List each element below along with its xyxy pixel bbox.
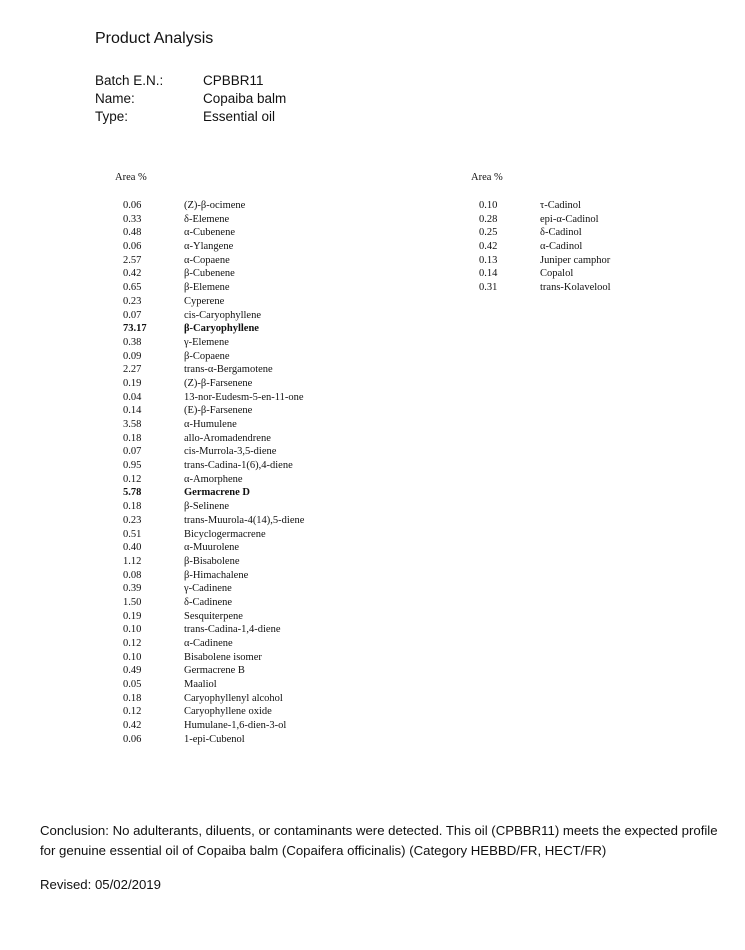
compound-name: α-Amorphene bbox=[184, 473, 243, 485]
area-value: 0.10 bbox=[123, 624, 142, 636]
compound-name: τ-Cadinol bbox=[540, 200, 581, 211]
area-value: 0.19 bbox=[123, 377, 142, 389]
compound-row bbox=[123, 377, 304, 391]
area-value: 0.04 bbox=[123, 391, 142, 403]
area-value: 0.49 bbox=[123, 665, 142, 677]
compound-row bbox=[123, 610, 304, 624]
compound-name: Sesquiterpene bbox=[184, 610, 243, 622]
compound-name: α-Cadinol bbox=[540, 241, 583, 253]
area-value: 0.12 bbox=[123, 638, 142, 649]
compound-name: cis-Caryophyllene bbox=[184, 309, 261, 321]
area-value: 0.12 bbox=[123, 706, 142, 718]
compound-name: (Z)-β-ocimene bbox=[184, 200, 246, 211]
compound-name: β-Caryophyllene bbox=[184, 323, 259, 335]
area-value: 73.17 bbox=[123, 323, 147, 335]
area-value: 0.23 bbox=[123, 295, 142, 307]
compound-row bbox=[123, 500, 304, 514]
compound-row bbox=[123, 651, 304, 665]
meta-value: Essential oil bbox=[203, 109, 276, 124]
compound-row bbox=[123, 254, 304, 268]
compound-name: Caryophyllene oxide bbox=[184, 706, 272, 718]
compound-row bbox=[123, 733, 304, 747]
compound-name: Bisabolene isomer bbox=[184, 651, 262, 663]
compound-name: α-Humulene bbox=[184, 419, 237, 430]
area-value: 0.23 bbox=[123, 514, 142, 526]
area-value: 0.07 bbox=[123, 309, 142, 321]
area-value: 2.27 bbox=[123, 364, 142, 376]
compound-row bbox=[123, 445, 304, 459]
compound-row bbox=[123, 363, 304, 377]
compound-row bbox=[123, 199, 304, 213]
compound-name: Maaliol bbox=[184, 679, 217, 691]
compound-name: α-Cubenene bbox=[184, 227, 235, 239]
area-value: 0.12 bbox=[123, 473, 142, 485]
area-value: 0.18 bbox=[123, 692, 142, 704]
meta-label: Name: bbox=[95, 91, 135, 106]
area-value: 0.06 bbox=[123, 241, 142, 253]
area-value: 0.14 bbox=[123, 405, 142, 417]
compound-row bbox=[123, 432, 304, 446]
area-value: 0.95 bbox=[123, 460, 142, 472]
compound-row bbox=[123, 541, 304, 555]
area-value: 0.39 bbox=[123, 583, 142, 595]
compound-row bbox=[479, 254, 611, 268]
compound-name: δ-Cadinol bbox=[540, 227, 582, 239]
compound-name: trans-Kolavelool bbox=[540, 282, 611, 294]
area-header-right: Area % bbox=[471, 172, 503, 183]
compound-row bbox=[123, 295, 304, 309]
area-value: 1.50 bbox=[123, 596, 142, 608]
compound-name: Germacrene D bbox=[184, 487, 250, 499]
compound-name: trans-Cadina-1,4-diene bbox=[184, 624, 281, 636]
compound-row bbox=[123, 459, 304, 473]
area-value: 0.05 bbox=[123, 679, 142, 691]
meta-label: Batch E.N.: bbox=[95, 73, 164, 88]
compound-name: α-Muurolene bbox=[184, 542, 240, 554]
compound-row bbox=[123, 623, 304, 637]
compound-name: δ-Elemene bbox=[184, 213, 230, 225]
compound-row bbox=[123, 473, 304, 487]
area-value: 0.18 bbox=[123, 501, 142, 513]
compound-row bbox=[123, 664, 304, 678]
compound-row bbox=[123, 281, 304, 295]
area-value: 0.28 bbox=[479, 213, 498, 225]
compound-name: α-Copaene bbox=[184, 254, 230, 266]
area-value: 0.38 bbox=[123, 336, 142, 348]
area-value: 0.08 bbox=[123, 569, 142, 581]
compound-name: Bicyclogermacrene bbox=[184, 528, 266, 540]
compound-list-right bbox=[479, 199, 611, 295]
compound-name: trans-α-Bergamotene bbox=[184, 364, 273, 376]
compound-name: γ-Elemene bbox=[184, 336, 229, 348]
compound-name: trans-Muurola-4(14),5-diene bbox=[184, 514, 305, 526]
meta-row-name bbox=[95, 90, 286, 108]
compound-row bbox=[123, 528, 304, 542]
compound-row bbox=[123, 350, 304, 364]
compound-row bbox=[479, 226, 611, 240]
page-title: Product Analysis bbox=[95, 30, 214, 47]
compound-row bbox=[123, 692, 304, 706]
compound-name: β-Cubenene bbox=[184, 268, 235, 280]
compound-row bbox=[479, 213, 611, 227]
area-value: 0.65 bbox=[123, 282, 142, 294]
compound-row bbox=[123, 404, 304, 418]
area-value: 0.19 bbox=[123, 610, 142, 622]
compound-list-left bbox=[123, 199, 304, 747]
area-value: 2.57 bbox=[123, 254, 142, 266]
compound-name: 13-nor-Eudesm-5-en-11-one bbox=[184, 391, 304, 403]
compound-row bbox=[123, 582, 304, 596]
compound-row bbox=[123, 322, 304, 336]
area-value: 0.33 bbox=[123, 213, 142, 225]
compound-name: Humulane-1,6-dien-3-ol bbox=[184, 720, 287, 732]
meta-row-batch bbox=[95, 72, 286, 90]
area-value: 0.31 bbox=[479, 282, 498, 294]
compound-name: Cyperene bbox=[184, 295, 225, 307]
compound-row bbox=[123, 391, 304, 405]
area-value: 3.58 bbox=[123, 419, 142, 430]
area-value: 0.10 bbox=[123, 651, 142, 663]
compound-name: trans-Cadina-1(6),4-diene bbox=[184, 460, 293, 472]
area-value: 0.06 bbox=[123, 733, 142, 745]
area-value: 5.78 bbox=[123, 487, 142, 499]
compound-row bbox=[123, 719, 304, 733]
conclusion-text: Conclusion: No adulterants, diluents, or contaminants were detected. This oil (CPBBR11) meets the expected profile for genuine essential oil of Copaiba balm (Copaifera officinalis) (Category HEBBD/FR, HECT/FR) bbox=[40, 823, 718, 858]
area-value: 0.18 bbox=[123, 432, 142, 444]
compound-name: β-Selinene bbox=[184, 501, 229, 513]
compound-name: 1-epi-Cubenol bbox=[184, 733, 245, 745]
compound-row bbox=[123, 514, 304, 528]
area-value: 0.06 bbox=[123, 200, 142, 211]
compound-name: epi-α-Cadinol bbox=[540, 213, 599, 225]
compound-row bbox=[123, 678, 304, 692]
area-header-left: Area % bbox=[115, 172, 147, 183]
meta-label: Type: bbox=[95, 109, 129, 124]
compound-name: δ-Cadinene bbox=[184, 596, 233, 608]
compound-row bbox=[123, 569, 304, 583]
compound-row bbox=[479, 267, 611, 281]
meta-row-type bbox=[95, 108, 286, 126]
area-value: 0.14 bbox=[479, 268, 498, 280]
compound-name: γ-Cadinene bbox=[184, 583, 232, 595]
compound-row bbox=[123, 596, 304, 610]
compound-row bbox=[123, 555, 304, 569]
compound-name: Germacrene B bbox=[184, 665, 245, 677]
compound-row bbox=[123, 486, 304, 500]
area-value: 0.09 bbox=[123, 350, 142, 362]
compound-row bbox=[123, 336, 304, 350]
compound-row bbox=[123, 213, 304, 227]
compound-name: α-Cadinene bbox=[184, 638, 233, 649]
compound-name: Caryophyllenyl alcohol bbox=[184, 692, 283, 704]
compound-name: Copalol bbox=[540, 268, 574, 280]
area-value: 0.07 bbox=[123, 446, 142, 458]
meta-value: CPBBR11 bbox=[203, 73, 264, 88]
compound-name: β-Copaene bbox=[184, 350, 230, 362]
compound-name: α-Ylangene bbox=[184, 241, 234, 253]
compound-row bbox=[479, 199, 611, 213]
area-value: 1.12 bbox=[123, 555, 142, 567]
compound-row bbox=[123, 309, 304, 323]
compound-name: allo-Aromadendrene bbox=[184, 432, 271, 444]
revised-date: Revised: 05/02/2019 bbox=[40, 877, 161, 892]
compound-name: β-Bisabolene bbox=[184, 555, 240, 567]
compound-row bbox=[123, 226, 304, 240]
area-value: 0.42 bbox=[123, 268, 142, 280]
compound-name: β-Himachalene bbox=[184, 569, 249, 581]
area-value: 0.42 bbox=[123, 720, 142, 732]
compound-row bbox=[123, 267, 304, 281]
compound-name: cis-Murrola-3,5-diene bbox=[184, 446, 277, 458]
area-value: 0.51 bbox=[123, 528, 142, 540]
compound-name: Juniper camphor bbox=[540, 254, 611, 266]
area-value: 0.42 bbox=[479, 241, 498, 253]
compound-row bbox=[123, 705, 304, 719]
compound-name: (E)-β-Farsenene bbox=[184, 405, 253, 417]
compound-name: β-Elemene bbox=[184, 282, 230, 294]
compound-row bbox=[479, 240, 611, 254]
area-value: 0.10 bbox=[479, 200, 498, 211]
product-meta bbox=[95, 72, 286, 126]
area-value: 0.25 bbox=[479, 227, 498, 239]
area-value: 0.40 bbox=[123, 542, 142, 554]
compound-name: (Z)-β-Farsenene bbox=[184, 377, 253, 389]
area-value: 0.13 bbox=[479, 254, 498, 266]
meta-value: Copaiba balm bbox=[203, 91, 287, 106]
compound-row bbox=[123, 418, 304, 432]
compound-row bbox=[479, 281, 611, 295]
area-value: 0.48 bbox=[123, 227, 142, 239]
compound-row bbox=[123, 637, 304, 651]
compound-row bbox=[123, 240, 304, 254]
